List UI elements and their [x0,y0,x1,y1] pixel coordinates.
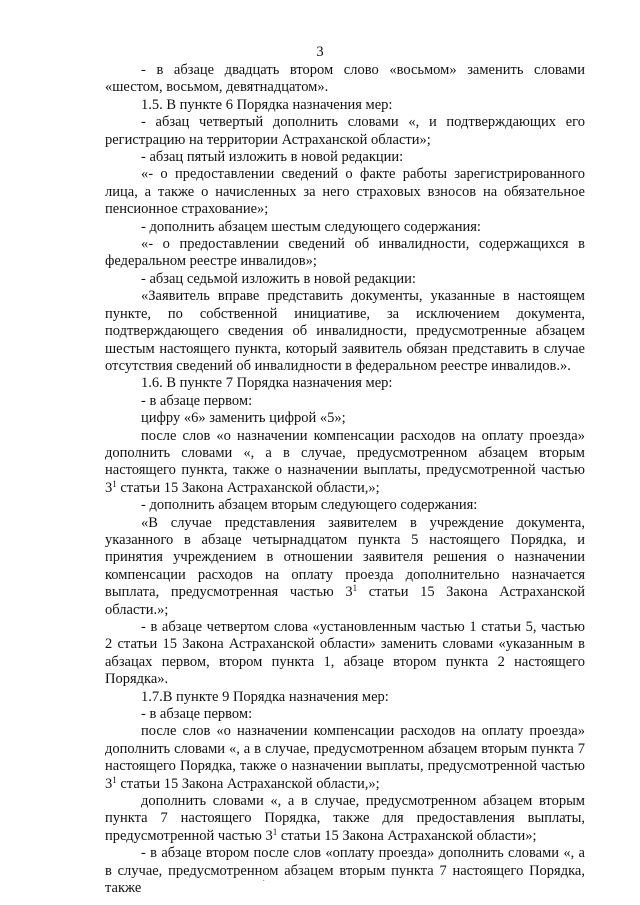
paragraph: 1.5. В пункте 6 Порядка назначения мер: [141,96,393,113]
paragraph: - абзац пятый изложить в новой редакции: [141,149,404,166]
document-body [105,62,585,898]
paragraph: после слов «о назначении компенсации расходов на оплату проезда» дополнить словами «, а в случае, предусмотренном абзацем вторым пункта 7 настоящего Порядка, также о назначении выплаты, предусмотренной частью $3^1$ статьи 15 Закона Астраханской области,»; [105,723,585,792]
paragraph: 1.7.В пункте 9 Порядка назначения мер: [141,688,389,705]
scan-speck: · [262,876,266,887]
paragraph: 1.6. В пункте 7 Порядка назначения мер: [141,375,393,392]
paragraph: «- о предоставлении сведений об инвалидности, содержащихся в федеральном реестре инвалидов»; [105,236,585,270]
page-number: 3 [316,44,324,60]
paragraph: - дополнить абзацем шестым следующего содержания: [141,218,481,235]
paragraph: - в абзаце четвертом слова «установленным частью 1 статьи 5, частью 2 статьи 15 Закона Астраханской области» заменить словами «указанным в абзацах первом, втором пункта 1, абзаце втором пункта 2 настоящего Порядка». [105,619,585,688]
paragraph: - в абзаце первом: [141,392,253,409]
paragraph: «В случае представления заявителем в учреждение документа, указанного в абзаце четырнадцатом пункта 5 настоящего Порядка, и принятия учреждением в отношении заявителя решения о назначении компенсации расходов на оплату проезда дополнительно назначается выплата, предусмотренная частью $3^1$ статьи 15 Закона Астраханской области.»; [105,514,585,618]
paragraph: цифру «6» заменить цифрой «5»; [141,410,346,427]
paragraph: дополнить словами «, а в случае, предусмотренном абзацем вторым пункта 7 настоящего Порядка, также для предоставления выплаты, предусмотренной частью $3^1$ статьи 15 Закона Астраханской области»; [105,793,585,844]
paragraph: - дополнить абзацем вторым следующего содержания: [141,497,478,514]
paragraph: «Заявитель вправе представить документы, указанные в настоящем пункте, по собственной инициативе, за исключением документа, подтверждающего сведения об инвалидности, предусмотренные абзацем шестым настоящего пункта, который заявитель обязан представить в случае отсутствия сведений об инвалидности в федеральном реестре инвалидов.». [105,288,585,374]
paragraph: после слов «о назначении компенсации расходов на оплату проезда» дополнить словами «, а в случае, предусмотренном абзацем вторым настоящего пункта, также о назначении выплаты, предусмотренной частью $3^1$ статьи 15 Закона Астраханской области,»; [105,427,585,496]
paragraph: - в абзаце первом: [141,706,253,723]
paragraph: - в абзаце двадцать втором слово «восьмом» заменить словами «шестом, восьмом, девятнадцатом». [105,62,585,96]
paragraph: - в абзаце втором после слов «оплату проезда» дополнить словами «, а в случае, предусмотренном абзацем вторым пункта 7 настоящего Порядка, также [105,845,585,897]
paragraph: - абзац седьмой изложить в новой редакции: [141,270,416,287]
paragraph: «- о предоставлении сведений о факте работы зарегистрированного лица, а также о начисленных за него страховых взносов на обязательное пенсионное страхование»; [105,166,585,218]
paragraph: - абзац четвертый дополнить словами «, и подтверждающих его регистрацию на территории Астраханской области»; [105,114,585,148]
